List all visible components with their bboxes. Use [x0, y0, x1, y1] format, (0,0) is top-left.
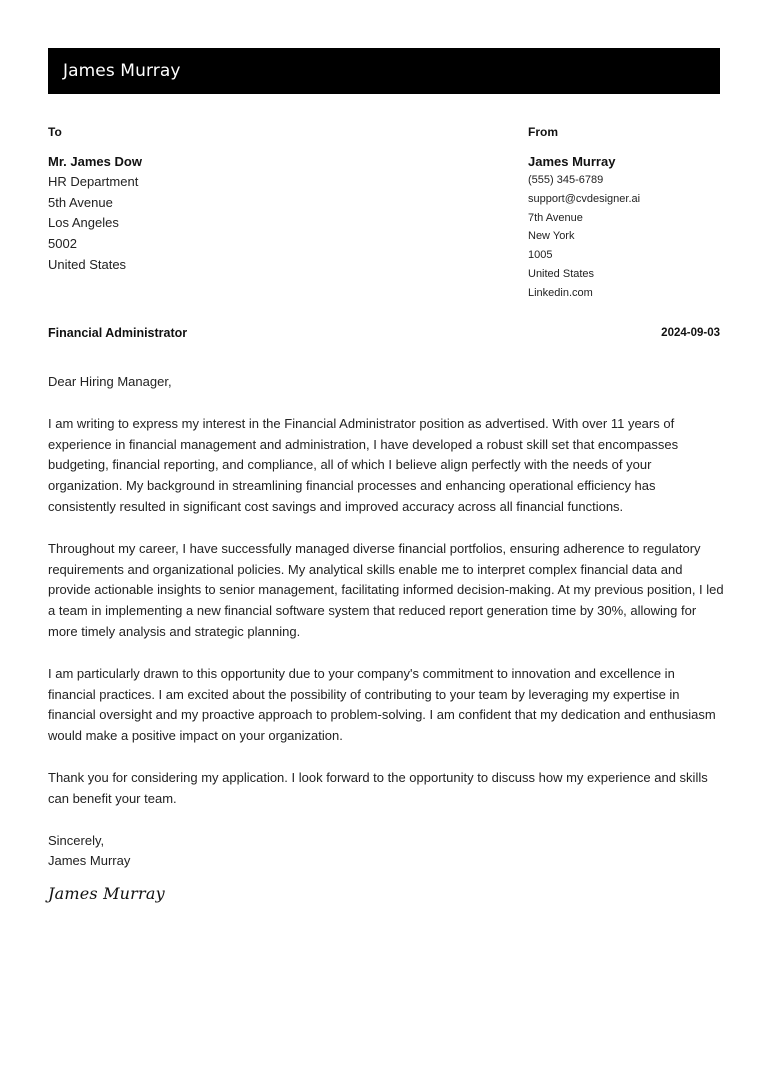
paragraph: I am particularly drawn to this opportunity due to your company's commitment to innovation and excellence in financial practices. I am excited about the possibility of contributing to your team by leveraging my expertise in financial oversight and my proactive approach to problem-solving. I am confident that my dedication and enthusiasm would make a positive impact on your organization.	[48, 665, 716, 744]
letter-body	[48, 372, 724, 872]
handwritten-signature: James Murray	[48, 884, 165, 903]
position-title: Financial Administrator	[48, 326, 188, 340]
sender-email: support@cvdesigner.ai	[528, 192, 641, 205]
recipient-address	[48, 172, 368, 276]
sender-address-line: New York	[528, 230, 575, 243]
paragraph: Throughout my career, I have successfully managed diverse financial portfolios, ensuring adherence to regulatory requirements and organizational policies. My analytical skills enable me to interpret complex financial data and provide actionable insights to senior management, facilitating informed decision-making. At my previous position, I led a team in implementing a new financial software system that reduced report generation time by 30%, allowing for more timely analysis and strategic planning.	[48, 540, 724, 639]
sender-address-line: 7th Avenue	[528, 211, 583, 224]
sender-label: From	[528, 125, 558, 139]
recipient-address-line: United States	[48, 256, 127, 272]
paragraph: Thank you for considering my application. I look forward to the opportunity to discuss how my experience and skills can benefit your team.	[48, 769, 708, 806]
paragraph: I am writing to express my interest in the Financial Administrator position as advertised. With over 11 years of experience in financial management and administration, I have developed a robust skill set that encompasses budgeting, financial reporting, and compliance, all of which I believe align perfectly with the needs of your organization. My background in streamlining financial processes and enhancing operational efficiency has consistently resulted in significant cost savings and improved accuracy across all financial functions.	[48, 415, 679, 514]
subject-row	[48, 324, 720, 342]
sender-contact	[528, 171, 718, 303]
recipient-label: To	[48, 125, 62, 139]
recipient-address-line: 5002	[48, 236, 77, 252]
sender-address-line: United States	[528, 267, 595, 280]
greeting: Dear Hiring Manager,	[48, 374, 172, 389]
sender-address-line: 1005	[528, 249, 553, 262]
recipient-address-line: Los Angeles	[48, 215, 119, 231]
sender-phone: (555) 345-6789	[528, 174, 604, 186]
closing: Sincerely,	[48, 832, 105, 848]
recipient-block	[48, 124, 368, 276]
closing-name: James Murray	[48, 853, 131, 869]
recipient-address-line: 5th Avenue	[48, 194, 113, 210]
recipient-address-line: HR Department	[48, 174, 139, 189]
sender-block	[528, 124, 718, 303]
sender-linkedin: Linkedin.com	[528, 286, 593, 299]
header-bar	[48, 48, 720, 94]
recipient-name: Mr. James Dow	[48, 154, 142, 169]
letter-date: 2024-09-03	[661, 327, 720, 339]
header-name: James Murray	[63, 61, 181, 81]
sender-name: James Murray	[528, 154, 616, 169]
